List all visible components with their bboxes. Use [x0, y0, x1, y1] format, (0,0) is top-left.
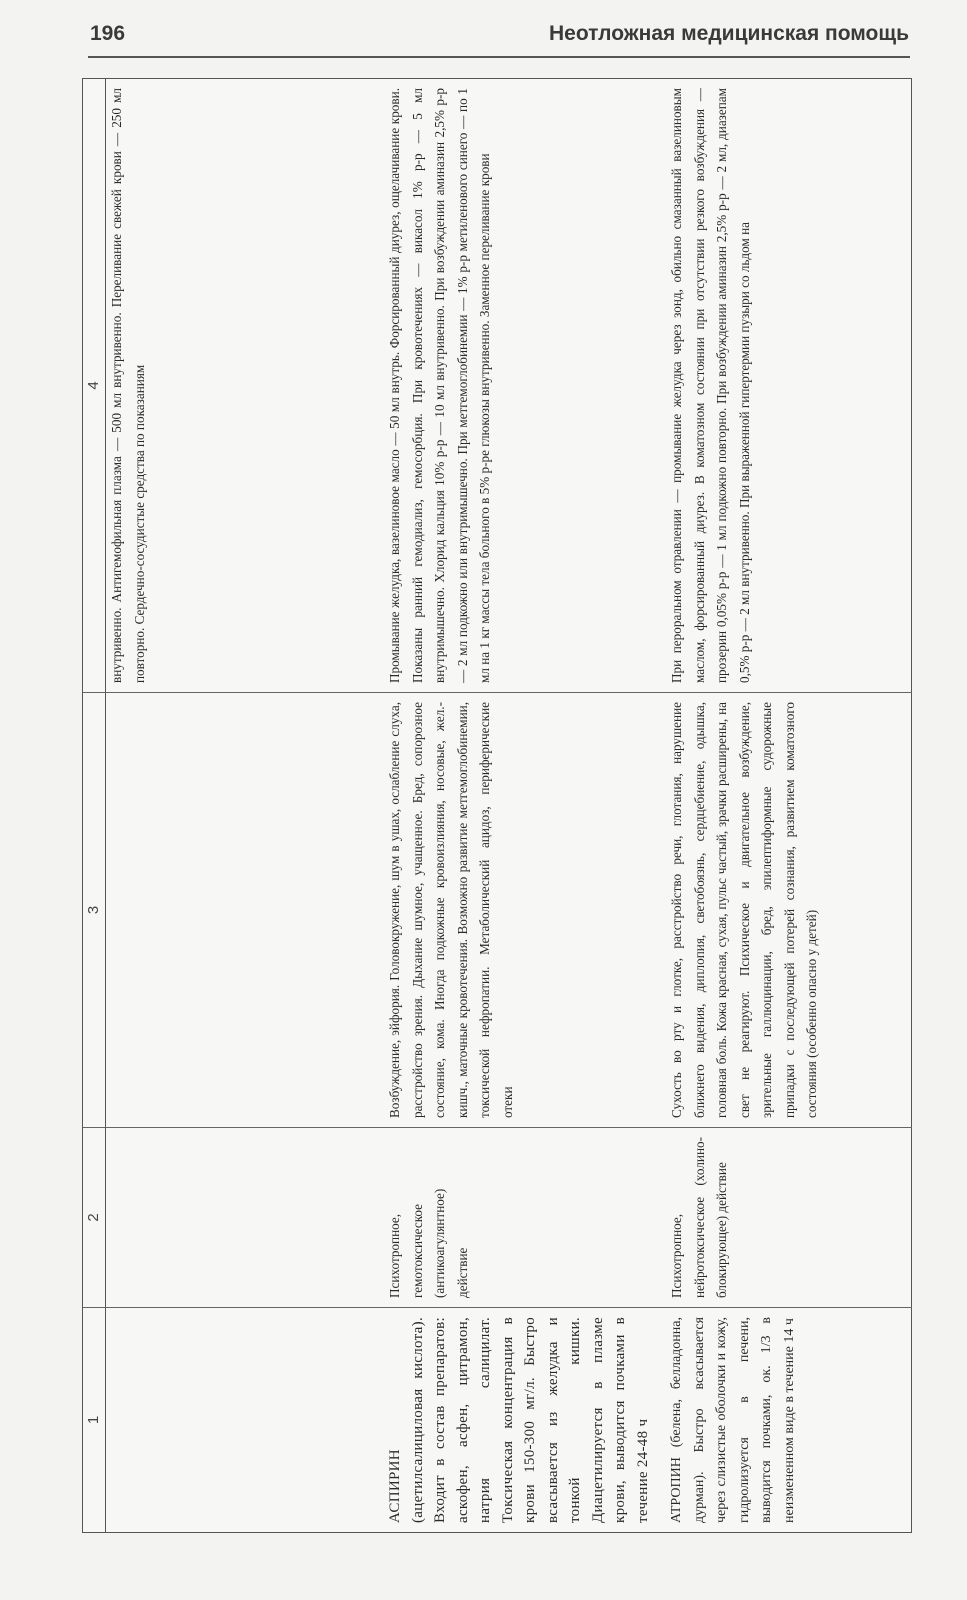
- column-header-1: 1: [83, 1307, 105, 1532]
- column-3: [106, 692, 912, 1127]
- column-4: [106, 79, 912, 692]
- table-body: [106, 79, 912, 1532]
- running-header: Неотложная медицинская помощь: [549, 22, 909, 45]
- table-cell: Возбуждение, эйфория. Головокружение, шум в ушах, ослабление слуха, расстройство зрения. Дыхание шумное, учащенное. Бред, сопорозное состояние, кома. Иногда подкожные кровоизлияния, носовые, жел.-кишч., маточные кровотечения. Возможно развитие метгемоглобинемии, токсической нефропатии. Метаболический ацидоз, периферические отеки: [387, 702, 515, 1118]
- table-cell: Психотропное, гемотоксическое (антикоагулянтное) действие: [387, 1188, 470, 1298]
- table-cell: АТРОПИН (белена, белладонна, дурман). Быстро всасывается через слизистые оболочки и кожу, гидролизуется в печени, выводится почками, ок. 1/3 в неизмененном виде в течение 14 ч: [669, 1317, 797, 1523]
- table-cell: Промывание желудка, вазелиновое масло — 50 мл внутрь. Форсированный диурез, ощелачивание крови. Показаны ранний гемодиализ, гемосорбция. При кровотечениях — викасол 1% р-р — 5 мл внутримышечно. Хлорид кальция 10% р-р — 10 мл внутривенно. При возбуждении аминазин 2,5% р-р — 2 мл подкожно или внутримышечно. При метгемоглобинемии — 1% р-р метиленового синего — по 1 мл на 1 кг массы тела больного в 5% р-ре глюкозы внутривенно. Заменное переливание крови: [387, 88, 492, 683]
- table-header-row: [83, 79, 106, 1532]
- header-rule: [88, 56, 910, 58]
- column-1: [106, 1307, 912, 1532]
- page-number: 196: [90, 22, 126, 45]
- table-cell: При пероральном отравлении — промывание желудка через зонд, обильно смазанный вазелиновым маслом, форсированный диурез. В коматозном состоянии при отсутствии резкого возбуждения — прозерин 0,05% р-р — 1 мл подкожно повторно. При возбуждении аминазин 2,5% р-р — 2 мл, диазепам 0,5% р-р — 2 мл внутривенно. При выраженной гипертермии пузыри со льдом на: [669, 88, 752, 683]
- column-header-3: 3: [83, 692, 105, 1127]
- table-cell: внутривенно. Антигемофильная плазма — 500 мл внутривенно. Переливание свежей крови — 250 мл повторно. Сердечно-сосудистые средства по показаниям: [109, 88, 147, 683]
- column-2: [106, 1127, 912, 1307]
- column-header-2: 2: [83, 1127, 105, 1307]
- table-cell: Сухость во рту и глотке, расстройство речи, глотания, нарушение ближнего видения, диплопия, светобоязнь, сердцебиение, одышка, головная боль. Кожа красная, сухая, пульс частый, зрачки расширены, на свет не реагируют. Психическое и двигательное возбуждение, зрительные галлюцинации, бред, эпилептиформные судорожные припадки с последующей потерей сознания, развитием коматозного состояния (особенно опасно у детей): [669, 702, 819, 1118]
- column-header-4: 4: [85, 381, 102, 390]
- rotated-table: [82, 78, 912, 1533]
- table-cell: Психотропное, нейротоксическое (холино-блокирующее) действие: [669, 1137, 729, 1298]
- table-cell: АСПИРИН (ацетилсалициловая кислота). Входит в состав препаратов: аскофен, асфен, цитрамон, натрия салицилат. Токсическая концентрация в крови 150-300 мг/л. Быстро всасывается из желудка и тонкой кишки. Диацетилируется в плазме крови, выводится почками в течение 24-48 ч: [387, 1317, 651, 1523]
